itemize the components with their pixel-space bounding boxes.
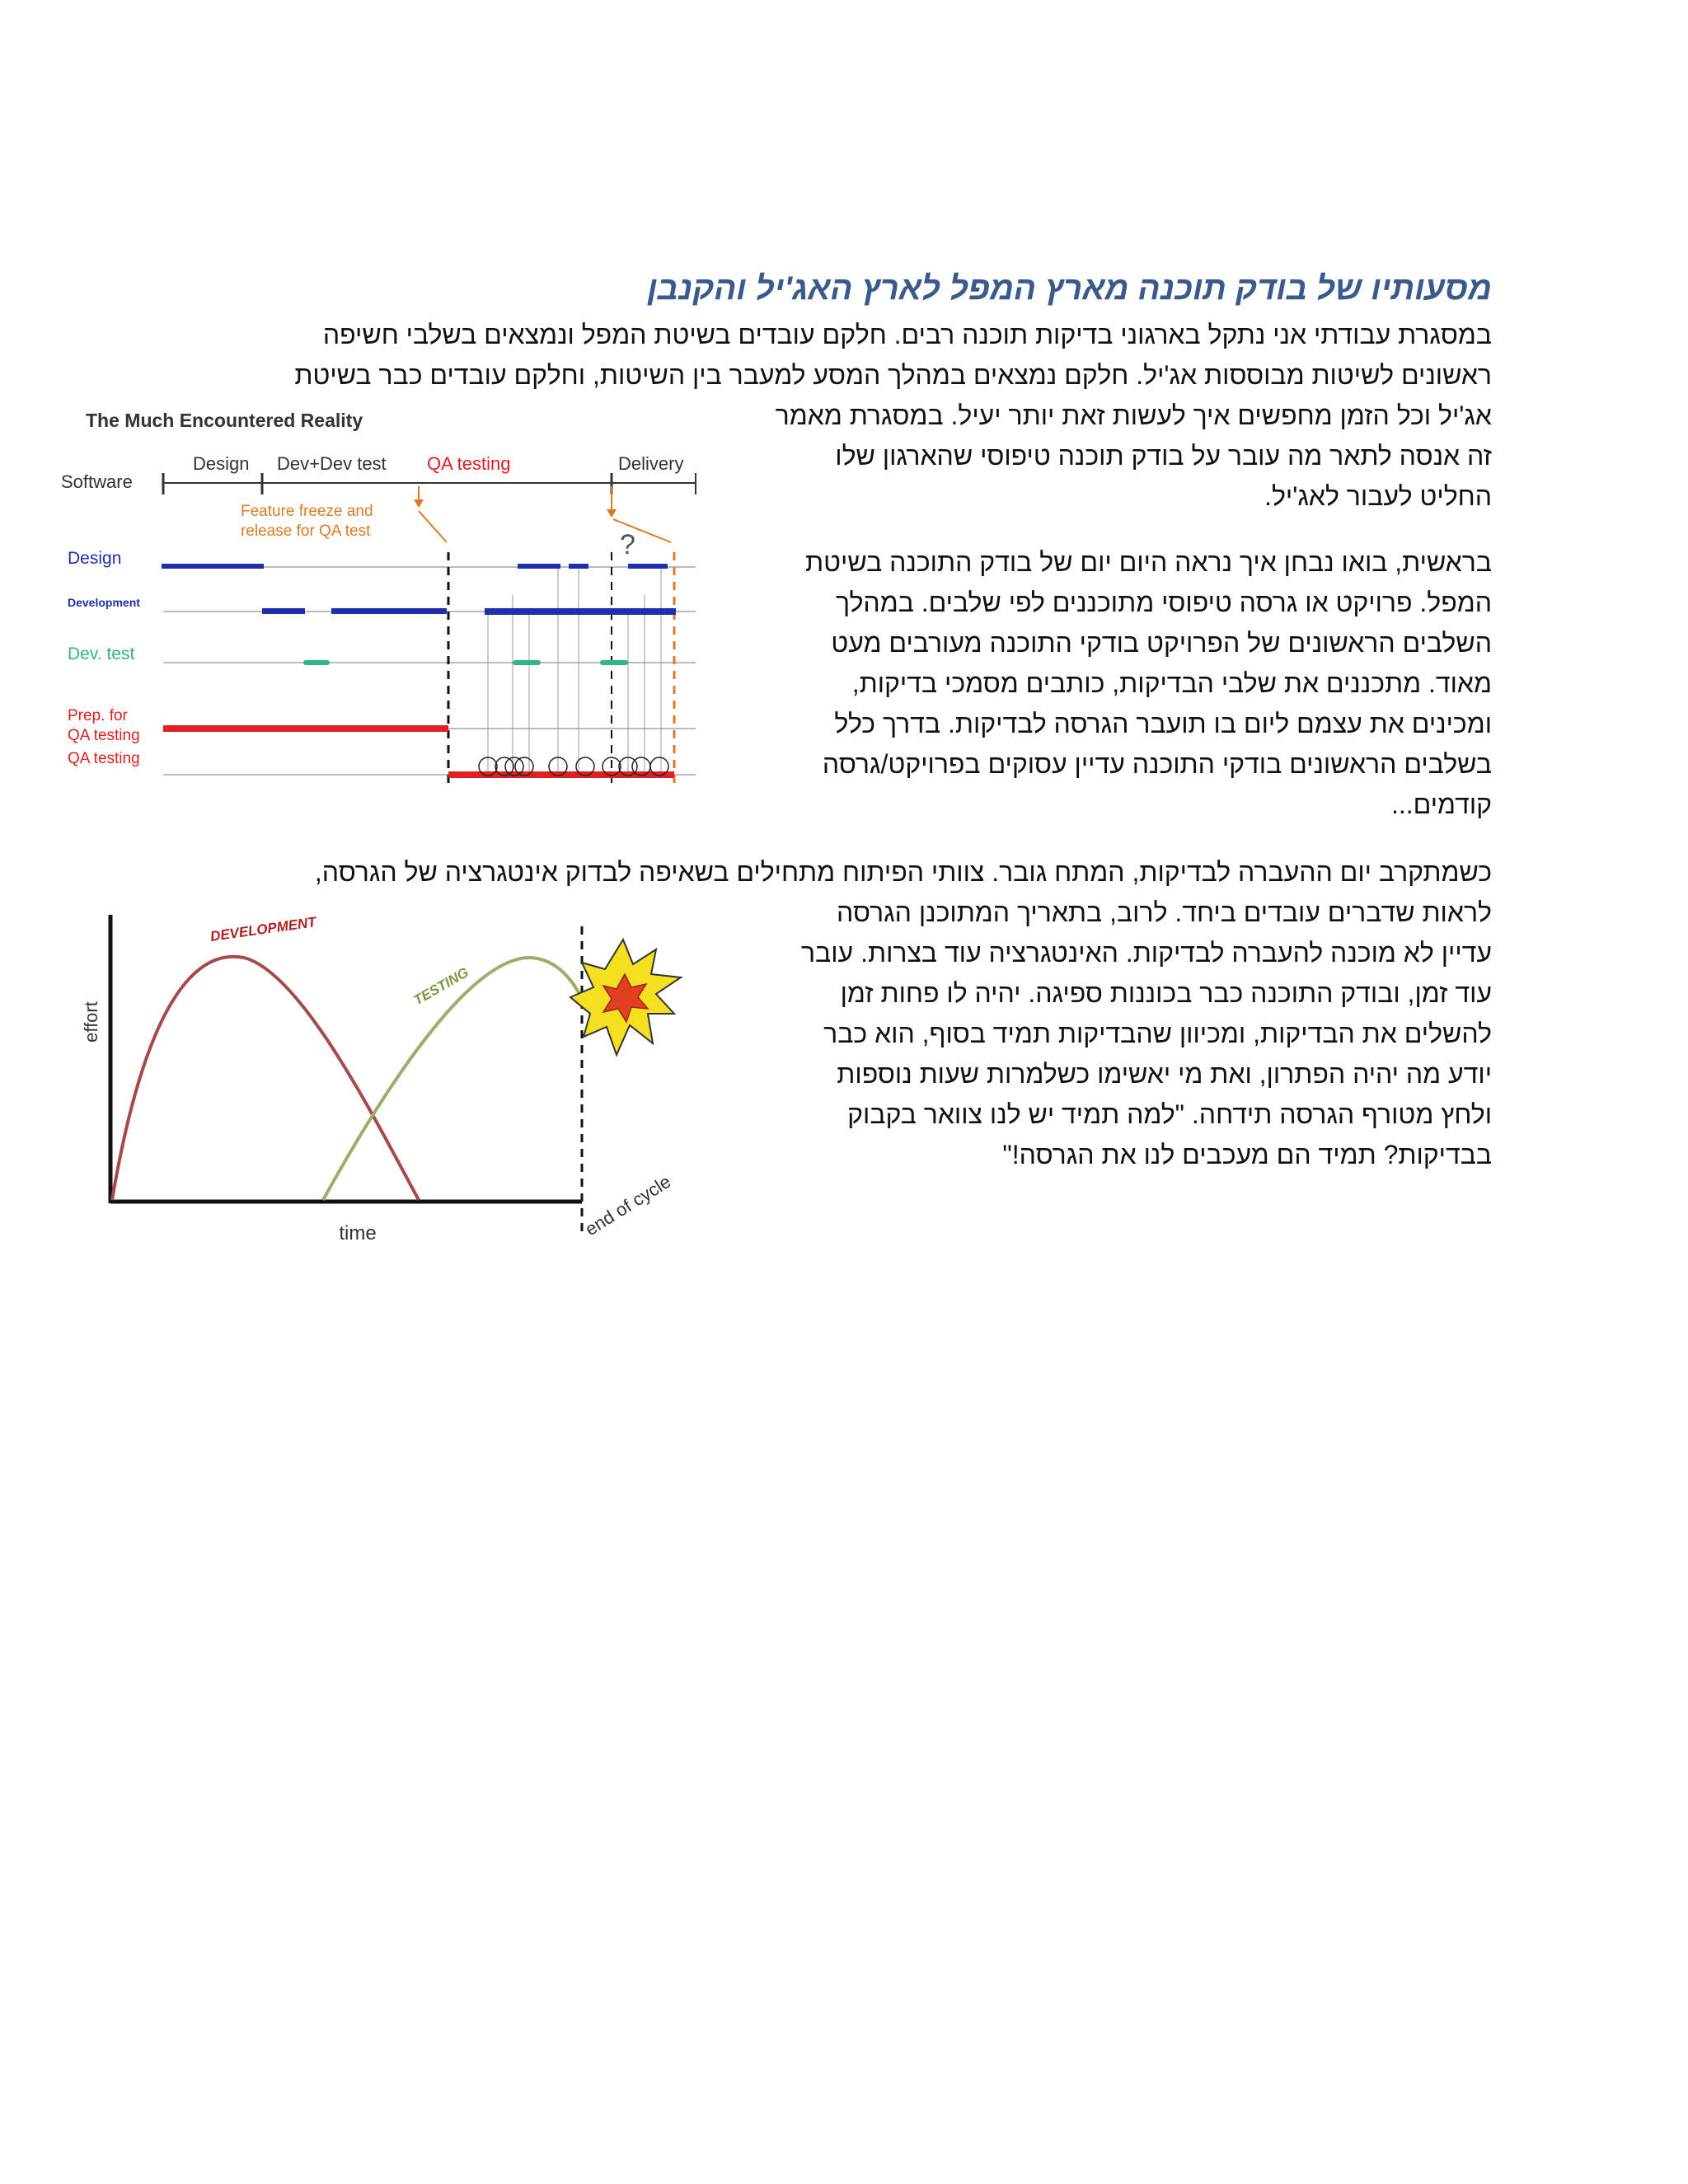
paragraph-line: להשלים את הבדיקות, ומכיוון שהבדיקות תמיד בסוף, הוא כבר [823, 1019, 1492, 1048]
freeze-arrow-head [414, 499, 424, 508]
paragraph-line: ומכינים את עצמם ליום בו תועבר הגרסה לבדיקות. בדרך כלל [834, 709, 1492, 738]
freeze-arrow [419, 511, 447, 542]
freeze-note: Feature freeze and [241, 503, 373, 520]
design-bar [162, 564, 264, 569]
waterfall-paragraph [805, 542, 1492, 825]
effort-curve-figure [79, 898, 706, 1253]
paragraph-line: בשלבים הראשונים בודקי התוכנה עדיין עסוקים בפרויקט/גרסה [822, 749, 1492, 779]
end-of-cycle-label: end of cycle [581, 1170, 675, 1240]
x-axis-label: time [339, 1222, 377, 1244]
intro-line: אג'יל וכל הזמן מחפשים איך לעשות זאת יותר יעיל. במסגרת מאמר [775, 401, 1492, 430]
design-bar [518, 564, 560, 569]
testing-curve-label: TESTING [410, 964, 471, 1009]
development-curve [112, 957, 419, 1200]
intro-line: ראשונים לשיטות מבוססות אג'יל. חלקם נמצאים במהלך המסע למעבר בין השיטות, וחלקם עובדים כבר בשיטת [294, 360, 1492, 390]
intro-line: במסגרת עבודתי אני נתקל בארגוני בדיקות תוכנה רבים. חלקם עובדים בשיטת המפל ונמצאים בשלבי חשיפה [322, 320, 1492, 349]
waterfall-timeline-figure [51, 404, 702, 808]
devtest-bar [303, 660, 330, 665]
phase-label-qa: QA testing [427, 453, 511, 474]
row-label-qa: QA testing [68, 750, 140, 767]
development-bar [262, 608, 305, 614]
freeze-note: release for QA test [241, 523, 371, 540]
paragraph-line: קודמים... [1391, 790, 1492, 819]
row-label-development: Development [68, 596, 140, 609]
question-mark: ? [620, 529, 635, 560]
row-label-prep: Prep. for [68, 707, 128, 724]
phase-label-delivery: Delivery [618, 453, 684, 474]
testing-curve [323, 958, 584, 1200]
delivery-arrow-head [607, 509, 617, 518]
paragraph-line: בבדיקות? תמיד הם מעכבים לנו את הגרסה!" [1002, 1140, 1492, 1169]
row-label-design: Design [68, 549, 122, 568]
paragraph-line: המפל. פרויקט או גרסה טיפוסי מתוכננים לפי שלבים. במהלך [836, 588, 1492, 617]
explosion-icon [570, 940, 681, 1055]
intro-line: זה אנסה לתאר מה עובר על בודק תוכנה טיפוסי שהארגון שלו [835, 441, 1492, 471]
article-title: מסעותיו של בודק תוכנה מארץ המפל לארץ האג'יל והקנבן [647, 270, 1492, 307]
y-axis-label: effort [81, 1001, 101, 1043]
paragraph-line: השלבים הראשונים של הפרויקט בודקי התוכנה מעורבים מעט [831, 628, 1492, 658]
paragraph-line: לראות שדברים עובדים ביחד. לרוב, בתאריך המתוכנן הגרסה [837, 898, 1492, 927]
paragraph-line: יודע מה יהיה הפתרון, ואת מי יאשימו כשלמרות שעות נוספות [837, 1059, 1492, 1089]
paragraph-line: בראשית, בואו נבחן איך נראה היום יום של בודק התוכנה בשיטת [805, 547, 1492, 577]
paragraph-line: כשמתקרב יום ההעברה לבדיקות, המתח גובר. צוותי הפיתוח מתחילים בשאיפה לבדוק אינטגרציה של הגרסה, [314, 857, 1492, 887]
design-bar [628, 564, 668, 569]
paragraph-line: עדיין לא מוכנה להעברה לבדיקות. האינטגרציה עוד בצרות. עובר [801, 938, 1492, 968]
phase-label-design: Design [193, 453, 250, 474]
paragraph-line: ולחץ מטורף הגרסה תידחה. "למה תמיד יש לנו צוואר בקבוק [847, 1099, 1492, 1129]
intro-line: החליט לעבור לאג'יל. [1264, 481, 1492, 511]
devtest-bar [513, 660, 541, 665]
paragraph-line: מאוד. מתכננים את שלבי הבדיקות, כותבים מסמכי בדיקות, [851, 668, 1492, 698]
row-label-prep: QA testing [68, 727, 140, 744]
row-label-devtest: Dev. test [68, 644, 135, 663]
phase-label-dev: Dev+Dev test [277, 453, 387, 474]
paragraph-line: עוד זמן, ובודק התוכנה כבר בכוננות ספיגה. יהיה לו פחות זמן [840, 978, 1492, 1008]
devtest-bar [600, 660, 628, 665]
figure-heading: The Much Encountered Reality [86, 410, 363, 431]
prep-qa-bar [163, 725, 448, 732]
design-bar [569, 564, 588, 569]
development-bar [331, 608, 447, 614]
development-bar [485, 608, 676, 615]
development-curve-label: DEVELOPMENT [209, 914, 317, 944]
phase-row-label: Software [61, 471, 133, 492]
